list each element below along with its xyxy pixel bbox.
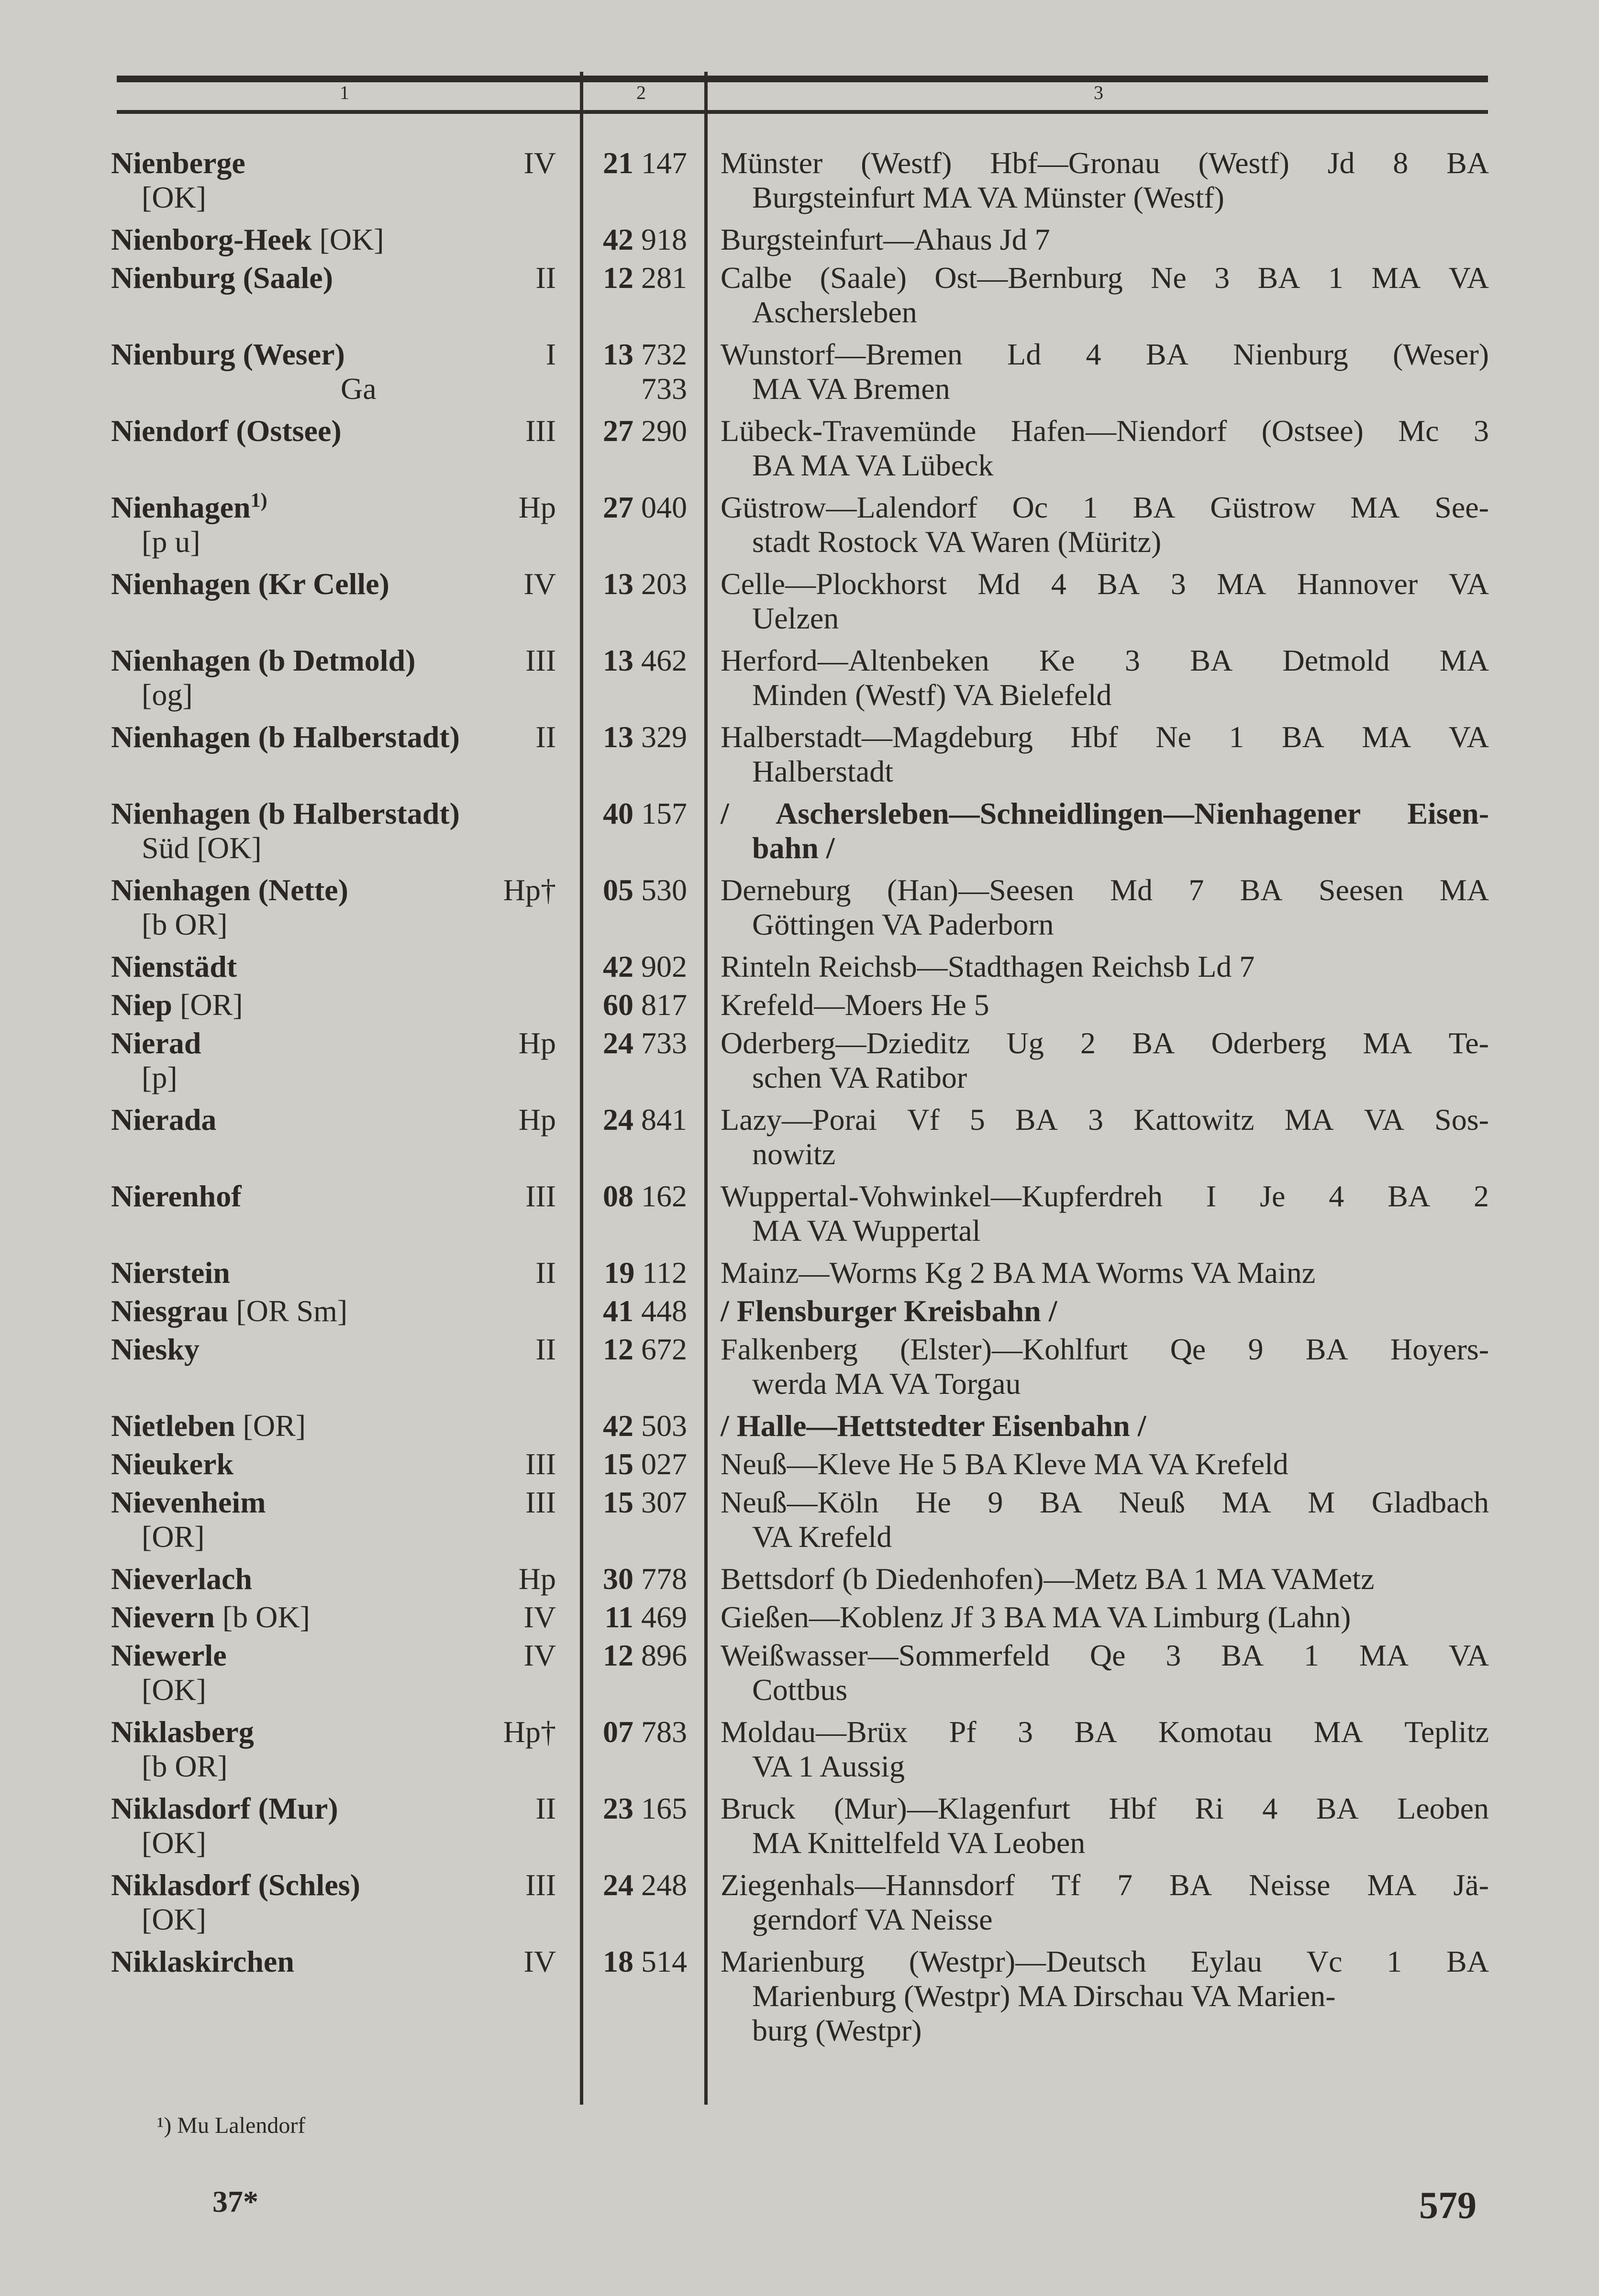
route-description: Oderberg—Dzieditz Ug 2 BA Oderberg MA Te- — [721, 1026, 1489, 1060]
route-description: / Aschersleben—Schneidlingen—Nienhagener Eisen- — [721, 796, 1489, 830]
station-number-prefix: 07 — [603, 1715, 633, 1749]
station-name: Nienhagen (Nette) — [111, 873, 348, 907]
station-name: Nienhagen (Kr Celle) — [111, 567, 389, 601]
station-number: 08 162 — [603, 1179, 687, 1213]
station-number-prefix: 42 — [603, 1409, 633, 1443]
column-header-2: 2 — [636, 82, 646, 103]
route-description: Bruck (Mur)—Klagenfurt Hbf Ri 4 BA Leoben — [721, 1791, 1489, 1825]
station-number: 12 896 — [603, 1638, 687, 1672]
station-number-prefix: 13 — [603, 643, 633, 677]
route-description-cont: Cottbus — [752, 1673, 848, 1707]
station-number-prefix: 27 — [603, 414, 633, 448]
station-number-prefix: 24 — [603, 1026, 633, 1060]
station-class: Hp — [518, 490, 556, 524]
station-number-prefix: 24 — [603, 1868, 633, 1902]
station-class: I — [545, 337, 556, 371]
station-number: 27 040 — [603, 490, 687, 524]
station-class: IV — [523, 1944, 556, 1978]
station-number: 15 027 — [603, 1447, 687, 1481]
station-class: III — [525, 1868, 556, 1902]
route-description: Güstrow—Lalendorf Oc 1 BA Güstrow MA See- — [721, 490, 1489, 524]
station-subline: [p u] — [142, 525, 200, 559]
route-description: Herford—Altenbeken Ke 3 BA Detmold MA — [721, 643, 1489, 677]
station-name: Nieverlach — [111, 1562, 252, 1596]
station-number-prefix: 40 — [603, 796, 633, 830]
route-description: Falkenberg (Elster)—Kohlfurt Qe 9 BA Hoyers- — [721, 1332, 1489, 1366]
route-description-cont: VA 1 Aussig — [752, 1749, 905, 1783]
station-number-prefix: 18 — [603, 1944, 633, 1978]
station-class: IV — [523, 567, 556, 601]
station-number: 12 281 — [603, 261, 687, 295]
station-number-prefix: 11 — [604, 1600, 633, 1634]
station-number-prefix: 12 — [603, 261, 633, 295]
route-description-cont: MA VA Wuppertal — [752, 1214, 981, 1247]
station-number-prefix: 13 — [603, 720, 633, 754]
station-name: Niklaskirchen — [111, 1944, 294, 1978]
station-number-prefix: 15 — [603, 1485, 633, 1519]
station-number-prefix: 15 — [603, 1447, 633, 1481]
station-number: 07 783 — [603, 1715, 687, 1749]
station-number: 11 469 — [604, 1600, 687, 1634]
route-description-cont: Burgsteinfurt MA VA Münster (Westf) — [752, 180, 1224, 214]
signature-mark: 37* — [212, 2185, 258, 2219]
route-description: Bettsdorf (b Diedenhofen)—Metz BA 1 MA VAMetz — [721, 1562, 1375, 1596]
station-code: [OR] — [172, 988, 243, 1022]
station-name: Nienhagen (b Detmold) — [111, 643, 416, 677]
route-description: Mainz—Worms Kg 2 BA MA Worms VA Mainz — [721, 1256, 1316, 1290]
station-name: Niklasberg — [111, 1715, 254, 1749]
header-bottom-rule — [117, 110, 1488, 114]
route-description-cont: Uelzen — [752, 601, 839, 635]
station-subline: [OK] — [142, 180, 207, 214]
station-number-prefix: 12 — [603, 1638, 633, 1672]
station-subline: [b OR] — [142, 907, 228, 941]
route-description-cont: werda MA VA Torgau — [752, 1367, 1021, 1401]
station-name: Niklasdorf (Schles) — [111, 1868, 360, 1902]
station-subline: [OK] — [142, 1826, 207, 1860]
route-description-cont: burg (Westpr) — [752, 2013, 922, 2047]
route-description-cont: Halberstadt — [752, 754, 893, 788]
station-name: Niesky — [111, 1332, 200, 1366]
page-number: 579 — [1419, 2185, 1477, 2227]
station-number-prefix: 42 — [603, 949, 633, 983]
route-description: Krefeld—Moers He 5 — [721, 988, 989, 1022]
station-name: Nienburg (Weser) — [111, 337, 345, 371]
station-class: II — [535, 720, 556, 754]
station-number: 21 147 — [603, 146, 687, 180]
station-name: Nietleben [OR] — [111, 1409, 306, 1443]
station-subline: [p] — [142, 1060, 178, 1094]
column-header-1: 1 — [340, 82, 349, 103]
station-number-prefix: 13 — [603, 337, 633, 371]
station-number: 41 448 — [603, 1294, 687, 1328]
station-number-prefix: 27 — [603, 490, 633, 524]
route-description: Rinteln Reichsb—Stadthagen Reichsb Ld 7 — [721, 949, 1255, 983]
station-name: Niesgrau [OR Sm] — [111, 1294, 348, 1328]
route-description: Lazy—Porai Vf 5 BA 3 Kattowitz MA VA Sos- — [721, 1103, 1489, 1137]
station-number: 23 165 — [603, 1791, 687, 1825]
station-class: Hp — [518, 1026, 556, 1060]
route-description-cont: gerndorf VA Neisse — [752, 1902, 993, 1936]
route-description-cont: MA Knittelfeld VA Leoben — [752, 1826, 1086, 1860]
station-name: Nienstädt — [111, 949, 237, 983]
route-description-cont: Göttingen VA Paderborn — [752, 907, 1054, 941]
station-class: Hp† — [503, 873, 556, 907]
station-number: 42 902 — [603, 949, 687, 983]
route-description-cont: MA VA Bremen — [752, 372, 950, 406]
route-description: Neuß—Köln He 9 BA Neuß MA M Gladbach — [721, 1485, 1489, 1519]
station-number-prefix: 30 — [603, 1562, 633, 1596]
route-description: Moldau—Brüx Pf 3 BA Komotau MA Teplitz — [721, 1715, 1489, 1749]
station-number: 30 778 — [603, 1562, 687, 1596]
station-code: [b OK] — [214, 1600, 310, 1634]
station-class: IV — [523, 1638, 556, 1672]
route-description: Gießen—Koblenz Jf 3 BA MA VA Limburg (Lahn) — [721, 1600, 1351, 1634]
station-code: [OR] — [235, 1409, 306, 1443]
route-description: Weißwasser—Sommerfeld Qe 3 BA 1 MA VA — [721, 1638, 1489, 1672]
route-description: Calbe (Saale) Ost—Bernburg Ne 3 BA 1 MA VA — [721, 261, 1489, 295]
station-name: Nievern [b OK] — [111, 1600, 310, 1634]
route-description: Halberstadt—Magdeburg Hbf Ne 1 BA MA VA — [721, 720, 1489, 754]
station-number: 13 732 — [603, 337, 687, 371]
route-description: / Flensburger Kreisbahn / — [721, 1294, 1057, 1328]
column-header-3: 3 — [1094, 82, 1103, 103]
station-subline: [OK] — [142, 1902, 207, 1936]
station-class: Hp† — [503, 1715, 556, 1749]
station-name: Nienhagen$^{1)}$ — [111, 489, 267, 524]
station-subline: [OR] — [142, 1520, 205, 1554]
station-number: 42 503 — [603, 1409, 687, 1443]
route-description: Wunstorf—Bremen Ld 4 BA Nienburg (Weser) — [721, 337, 1489, 371]
route-description-cont: VA Krefeld — [752, 1520, 892, 1554]
station-subline: [og] — [142, 678, 193, 712]
column-divider-1 — [580, 72, 583, 2105]
station-name: Nienhagen (b Halberstadt) — [111, 796, 460, 830]
route-description: / Halle—Hettstedter Eisenbahn / — [721, 1409, 1146, 1443]
station-class: III — [525, 1179, 556, 1213]
station-number: 12 672 — [603, 1332, 687, 1366]
station-code: [OK] — [311, 222, 384, 256]
station-name: Nierad — [111, 1026, 201, 1060]
station-name: Nierada — [111, 1103, 217, 1137]
station-class: III — [525, 414, 556, 448]
station-name: Nierstein — [111, 1256, 230, 1290]
route-description: Lübeck-Travemünde Hafen—Niendorf (Ostsee) Mc 3 — [721, 414, 1489, 448]
station-number: 60 817 — [603, 988, 687, 1022]
route-description: Derneburg (Han)—Seesen Md 7 BA Seesen MA — [721, 873, 1489, 907]
top-rule — [117, 76, 1488, 82]
station-name: Nierenhof — [111, 1179, 242, 1213]
station-name: Niendorf (Ostsee) — [111, 414, 342, 448]
route-description-cont: Aschersleben — [752, 295, 917, 329]
station-number: 13 329 — [603, 720, 687, 754]
station-name: Nievenheim — [111, 1485, 266, 1519]
station-number: 40 157 — [603, 796, 687, 830]
station-name: Niklasdorf (Mur) — [111, 1791, 338, 1825]
station-number: 24 841 — [603, 1103, 687, 1137]
footnote: ¹) Mu Lalendorf — [157, 2113, 306, 2138]
station-class: II — [535, 1791, 556, 1825]
station-number-prefix: 05 — [603, 873, 633, 907]
route-description: Ziegenhals—Hannsdorf Tf 7 BA Neisse MA Jä- — [721, 1868, 1489, 1902]
station-name: Nienborg-Heek [OK] — [111, 222, 384, 256]
route-description: Neuß—Kleve He 5 BA Kleve MA VA Krefeld — [721, 1447, 1288, 1481]
station-class: II — [535, 1256, 556, 1290]
station-name: Nienburg (Saale) — [111, 261, 333, 295]
route-description: Celle—Plockhorst Md 4 BA 3 MA Hannover VA — [721, 567, 1489, 601]
column-divider-2 — [704, 72, 708, 2105]
station-number-prefix: 08 — [603, 1179, 633, 1213]
station-number-prefix: 23 — [603, 1791, 633, 1825]
station-number: 24 248 — [603, 1868, 687, 1902]
route-description: Marienburg (Westpr)—Deutsch Eylau Vc 1 BA — [721, 1944, 1489, 1978]
station-name: Nienhagen (b Halberstadt) — [111, 720, 460, 754]
route-description-cont: Minden (Westf) VA Bielefeld — [752, 678, 1112, 712]
station-number-prefix: 42 — [603, 222, 633, 256]
station-number: 13 462 — [603, 643, 687, 677]
station-class: II — [535, 1332, 556, 1366]
station-class: III — [525, 1447, 556, 1481]
station-name: Niewerle — [111, 1638, 227, 1672]
footnote-ref: 1) — [250, 489, 267, 512]
station-number: 18 514 — [603, 1944, 687, 1978]
station-name: Niep [OR] — [111, 988, 243, 1022]
route-description-cont: BA MA VA Lübeck — [752, 448, 994, 482]
station-number-prefix: 41 — [603, 1294, 633, 1328]
route-description: Münster (Westf) Hbf—Gronau (Westf) Jd 8 BA — [721, 146, 1489, 180]
station-number: 13 203 — [603, 567, 687, 601]
station-subline: Ga — [341, 372, 377, 406]
station-number-alt: 733 — [641, 372, 687, 406]
station-number-prefix: 24 — [603, 1103, 633, 1137]
station-subline: [OK] — [142, 1673, 207, 1707]
station-number-prefix: 60 — [603, 988, 633, 1022]
station-number: 19 112 — [604, 1256, 687, 1290]
station-class: II — [535, 261, 556, 295]
station-number: 05 530 — [603, 873, 687, 907]
station-code: [OR Sm] — [228, 1294, 348, 1328]
route-description-cont: Marienburg (Westpr) MA Dirschau VA Marien- — [752, 1979, 1336, 2013]
station-number: 27 290 — [603, 414, 687, 448]
route-description: Burgsteinfurt—Ahaus Jd 7 — [721, 222, 1050, 256]
station-number-prefix: 21 — [603, 146, 633, 180]
station-number-prefix: 19 — [604, 1256, 635, 1290]
station-subline: [b OR] — [142, 1749, 228, 1783]
station-class: Hp — [518, 1562, 556, 1596]
station-subline: Süd [OK] — [142, 831, 262, 865]
station-number: 42 918 — [603, 222, 687, 256]
station-number-prefix: 13 — [603, 567, 633, 601]
station-class: III — [525, 1485, 556, 1519]
station-class: IV — [523, 146, 556, 180]
station-number-prefix: 12 — [603, 1332, 633, 1366]
station-name: Nieukerk — [111, 1447, 233, 1481]
station-name: Nienberge — [111, 146, 245, 180]
station-number: 24 733 — [603, 1026, 687, 1060]
route-description-cont: schen VA Ratibor — [752, 1060, 967, 1094]
station-class: III — [525, 643, 556, 677]
route-description: Wuppertal-Vohwinkel—Kupferdreh I Je 4 BA 2 — [721, 1179, 1489, 1213]
station-number: 15 307 — [603, 1485, 687, 1519]
station-class: Hp — [518, 1103, 556, 1137]
route-description-cont: stadt Rostock VA Waren (Müritz) — [752, 525, 1162, 559]
route-description-cont: nowitz — [752, 1137, 836, 1171]
route-description-cont: bahn / — [752, 831, 835, 865]
station-class: IV — [523, 1600, 556, 1634]
